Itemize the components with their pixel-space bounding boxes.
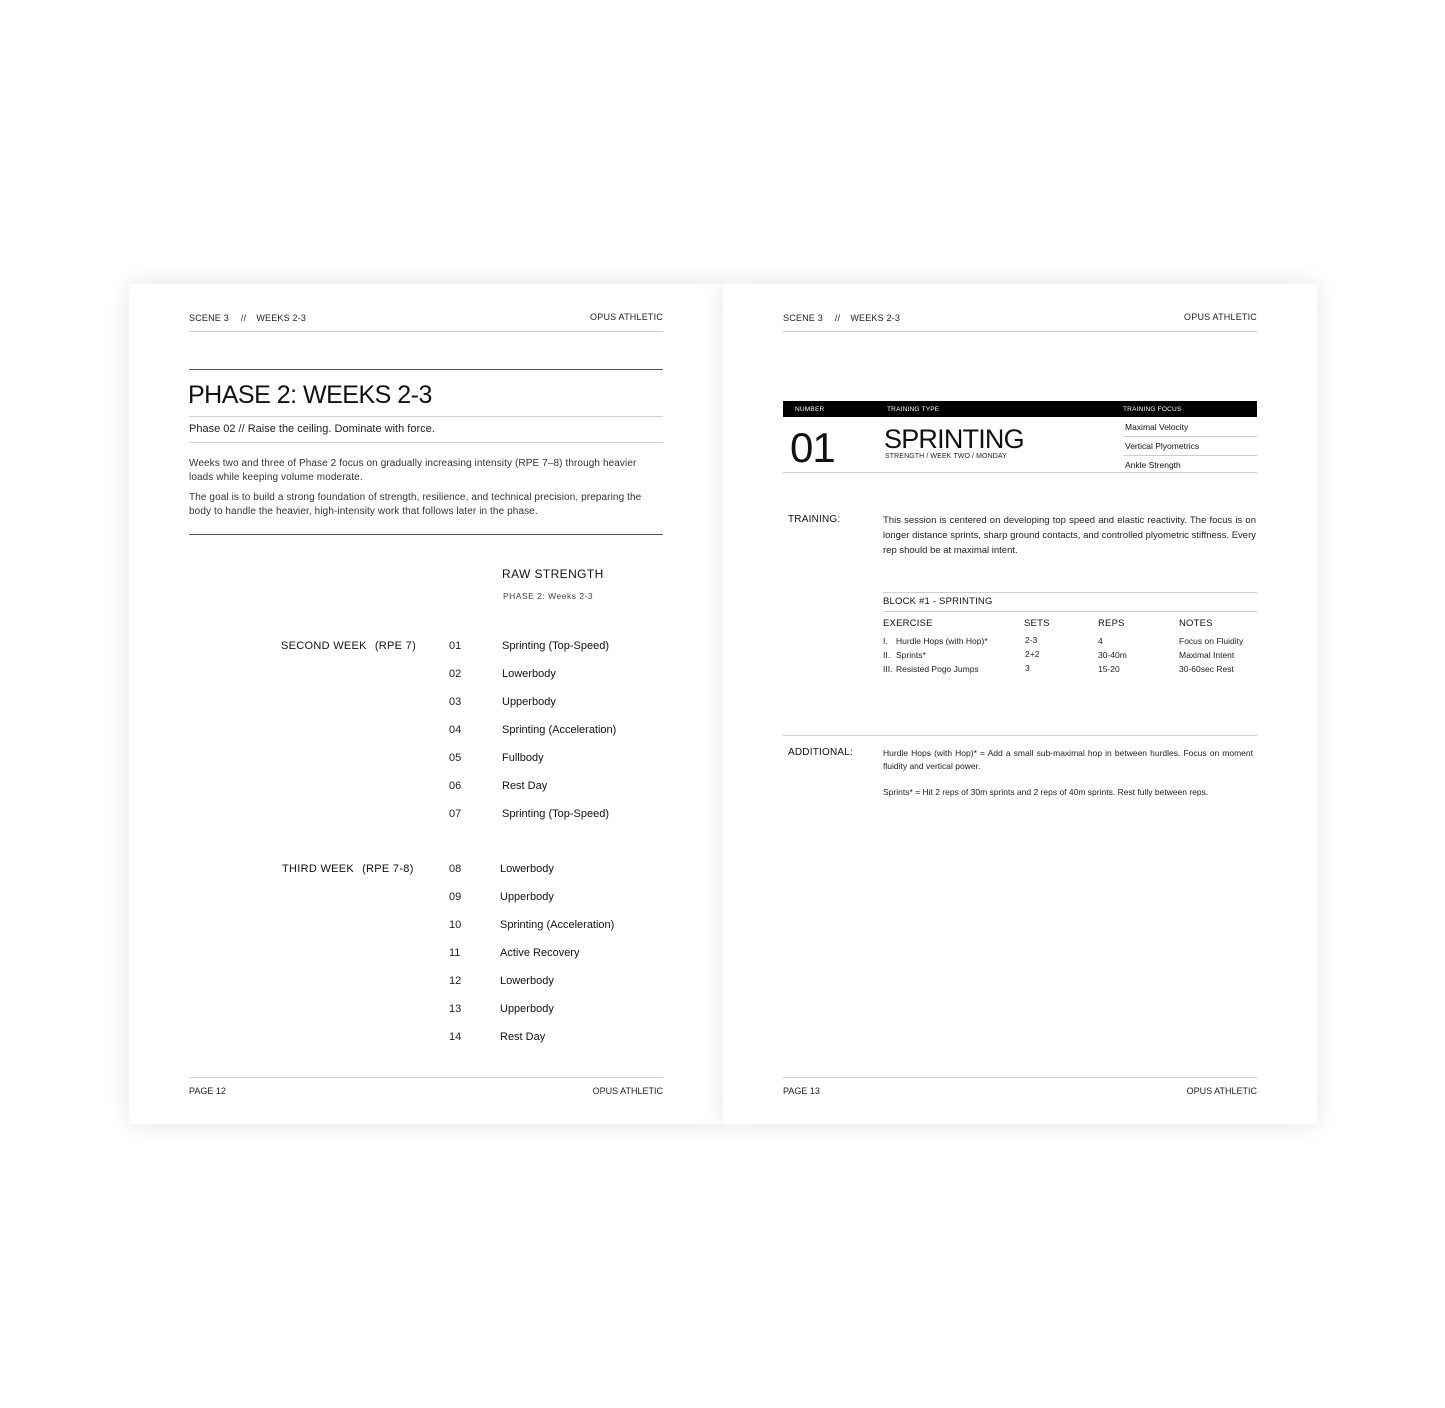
day-label: Upperbody [500,1003,554,1015]
focus-item: Maximal Velocity [1123,418,1257,437]
divider [783,472,1257,473]
day-number: 09 [449,891,462,903]
col-notes: NOTES [1179,618,1213,629]
exercise-name: Resisted Pogo Jumps [896,664,979,674]
header-brand: OPUS ATHLETIC [590,312,663,322]
divider [189,369,663,370]
training-label: TRAINING: [788,514,841,525]
divider [883,592,1257,593]
exercise-index: I. [883,636,888,646]
additional-note: Hurdle Hops (with Hop)* = Add a small sub-maximal hop in between hurdles. Focus on moment fluidity and vertical power. [883,748,1253,771]
divider [883,611,1257,612]
day-label: Fullbody [502,752,544,764]
exercise-reps: 30-40m [1098,650,1127,660]
intro-paragraph: The goal is to build a strong foundation of strength, resilience, and technical precision, preparing the body to handle the heavier, high-intensity work that follows later in the phase. [189,492,642,517]
exercise-name: Sprints* [896,650,926,660]
footer-brand: OPUS ATHLETIC [1186,1086,1257,1096]
day-number: 08 [449,863,462,875]
exercise-index: III. [883,664,893,674]
divider [189,534,663,535]
day-number: 10 [449,919,462,931]
exercise-index: II. [883,650,891,660]
page-number: PAGE 12 [189,1086,226,1096]
page-title: PHASE 2: WEEKS 2-3 [188,381,432,409]
session-number: 01 [790,424,835,471]
divider [783,735,1257,736]
exercise-sets: 3 [1025,663,1030,673]
header-scene: SCENE 3 [189,313,229,323]
week-rpe: (RPE 7-8) [362,863,414,875]
day-number: 02 [449,668,462,680]
day-label: Sprinting (Acceleration) [502,724,617,736]
page-13 [723,284,1317,1124]
additional-label: ADDITIONAL: [788,747,853,758]
day-label: Sprinting (Acceleration) [500,919,615,931]
week-label [281,640,416,652]
exercise-notes: Focus on Fluidity [1179,636,1244,646]
divider [189,442,663,443]
page-header [189,312,663,332]
block-title: BLOCK #1 - SPRINTING [883,596,993,607]
header-weeks: WEEKS 2-3 [256,313,307,323]
focus-item: Ankle Strength [1125,460,1181,470]
page-12 [129,284,723,1124]
additional-note: Sprints* = Hit 2 reps of 30m sprints and 2 reps of 40m sprints. Rest fully between reps. [883,787,1209,797]
day-number: 06 [449,780,462,792]
day-label: Active Recovery [500,947,580,959]
header-separator: // [240,313,247,323]
exercise-notes: 30-60sec Rest [1179,664,1234,674]
exercise-reps: 4 [1098,636,1103,646]
session-meta: STRENGTH / WEEK TWO / MONDAY [885,453,1007,460]
session-header-bar [783,401,1257,417]
day-label: Upperbody [500,891,554,903]
page-number: PAGE 13 [783,1086,820,1096]
col-exercise: EXERCISE [883,618,933,629]
day-number: 07 [449,808,462,820]
exercise-notes: Maximal Intent [1179,650,1235,660]
day-number: 13 [449,1003,462,1015]
day-number: 01 [449,640,462,652]
col-sets: SETS [1024,618,1050,629]
page-footer [783,1077,1257,1099]
week-name: THIRD WEEK [282,863,355,875]
exercise-name: Hurdle Hops (with Hop)* [896,636,988,646]
page-footer [189,1077,663,1099]
exercise-reps: 15-20 [1098,664,1120,674]
day-label: Lowerbody [500,975,554,987]
day-number: 05 [449,752,462,764]
exercise-sets: 2+2 [1025,649,1040,659]
header-weeks: WEEKS 2-3 [850,313,901,323]
page-header [783,312,1257,332]
day-label: Lowerbody [502,668,556,680]
exercise-sets: 2-3 [1025,635,1038,645]
training-text: This session is centered on developing top speed and elastic reactivity. The focus is on longer distance sprints, sharp ground contacts, and controlled plyometric stiffness. Every rep should be at maximal intent. [883,515,1256,556]
col-reps: REPS [1098,618,1125,629]
day-label: Sprinting (Top-Speed) [502,808,610,820]
day-number: 14 [449,1031,462,1043]
day-number: 11 [449,947,461,959]
focus-item: Vertical Plyometrics [1123,437,1257,456]
day-number: 04 [449,724,462,736]
day-label: Lowerbody [500,863,554,875]
header-brand: OPUS ATHLETIC [1184,312,1257,322]
footer-brand: OPUS ATHLETIC [592,1086,663,1096]
page-subtitle: Phase 02 // Raise the ceiling. Dominate with force. [189,423,435,435]
program-subtitle: PHASE 2: Weeks 2-3 [503,591,594,601]
header-scene: SCENE 3 [783,313,823,323]
program-title: RAW STRENGTH [502,567,604,581]
day-label: Sprinting (Top-Speed) [502,640,610,652]
day-number: 12 [449,975,462,987]
session-type: SPRINTING [884,424,1024,454]
col-number-label: NUMBER [795,406,825,413]
col-focus-label: TRAINING FOCUS [1123,406,1182,413]
week-label [282,863,414,875]
intro-paragraph: Weeks two and three of Phase 2 focus on gradually increasing intensity (RPE 7–8) through heavier loads while keeping volume moderate. [189,458,637,483]
day-label: Upperbody [502,696,556,708]
day-label: Rest Day [502,780,548,792]
col-type-label: TRAINING TYPE [887,406,940,413]
week-name: SECOND WEEK [281,640,367,652]
day-number: 03 [449,696,462,708]
day-label: Rest Day [500,1031,546,1043]
divider [189,416,663,417]
header-separator: // [834,313,841,323]
week-rpe: (RPE 7) [374,640,417,652]
